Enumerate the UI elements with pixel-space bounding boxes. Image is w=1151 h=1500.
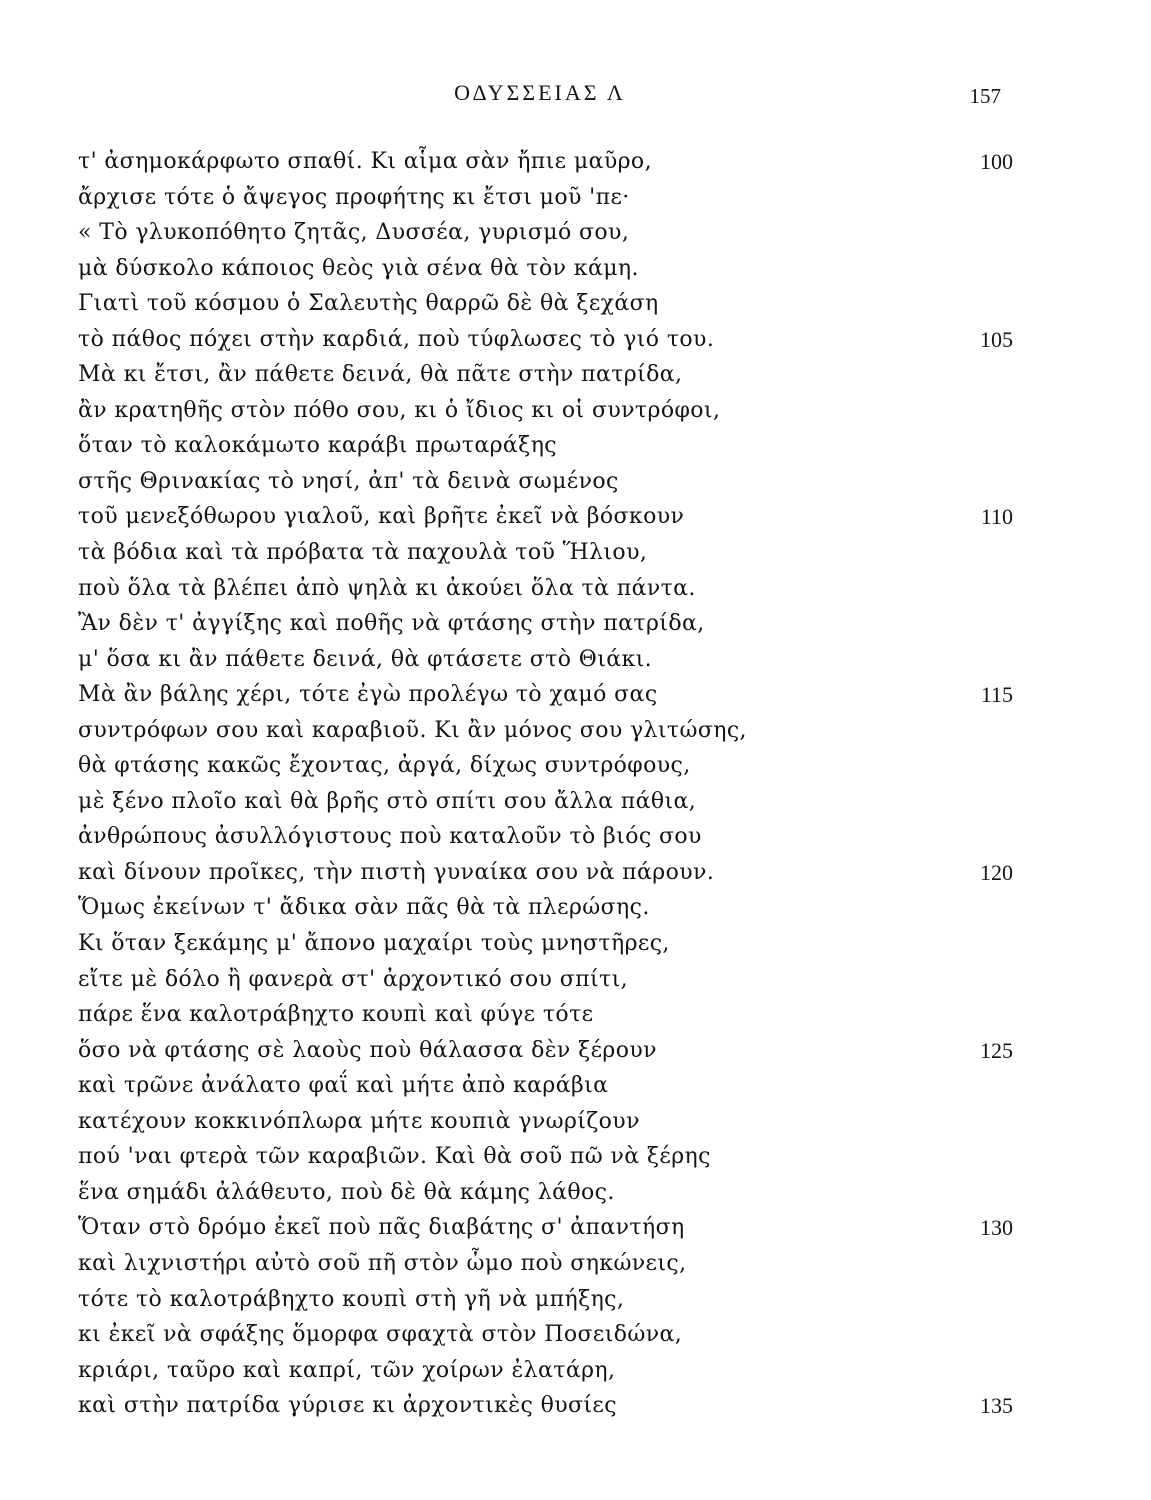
verse-text: ἄρχισε τότε ὁ ἄψεγος προφήτης κι ἔτσι μοῦ 'πε· — [78, 184, 630, 210]
running-title: ΟΔΥΣΣΕΙΑΣ Λ — [454, 80, 626, 105]
verse-line — [78, 1104, 1013, 1140]
verse-text: στῆς Θρινακίας τὸ νησί, ἀπ' τὰ δεινὰ σωμένος — [78, 468, 619, 494]
verse-text: καὶ λιχνιστήρι αὐτὸ σοῦ πῆ στὸν ὦμο ποὺ σηκώνεις, — [78, 1250, 687, 1276]
verse-text: τὰ βόδια καὶ τὰ πρόβατα τὰ παχουλὰ τοῦ Ἥλιου, — [78, 540, 648, 566]
verse-text: καὶ δίνουν προῖκες, τὴν πιστὴ γυναίκα σου νὰ πάρουν. — [78, 859, 715, 885]
verse-line — [78, 464, 1013, 500]
verse-text: κριάρι, ταῦρο καὶ καπρί, τῶν χοίρων ἐλατάρη, — [78, 1357, 616, 1383]
verse-line — [78, 144, 1013, 180]
verse-text: Γιατὶ τοῦ κόσμου ὁ Σαλευτὴς θαρρῶ δὲ θὰ ξεχάση — [78, 291, 659, 317]
verse-text: συντρόφων σου καὶ καραβιοῦ. Κι ἂν μόνος σου γλιτώσης, — [78, 717, 747, 743]
verse-list — [78, 144, 1013, 1424]
verse-line — [78, 357, 1013, 393]
verse-text: πού 'ναι φτερὰ τῶν καραβιῶν. Καὶ θὰ σοῦ πῶ νὰ ξέρης — [78, 1144, 711, 1170]
verse-line — [78, 713, 1013, 749]
verse-line — [78, 890, 1013, 926]
verse-text: ποὺ ὅλα τὰ βλέπει ἀπὸ ψηλὰ κι ἀκούει ὅλα τὰ πάντα. — [78, 575, 696, 601]
verse-line — [78, 499, 1013, 535]
verse-text: τὸ πάθος πόχει στὴν καρδιά, ποὺ τύφλωσες τὸ γιό του. — [78, 326, 715, 352]
verse-text: κατέχουν κοκκινόπλωρα μήτε κουπιὰ γνωρίζουν — [78, 1108, 640, 1134]
verse-line — [78, 748, 1013, 784]
verse-text: ἂν κρατηθῆς στὸν πόθο σου, κι ὁ ἴδιος κι οἱ συντρόφοι, — [78, 397, 721, 423]
verse-line — [78, 1282, 1013, 1318]
verse-line — [78, 180, 1013, 216]
verse-text: Κι ὅταν ξεκάμης μ' ἄπονο μαχαίρι τοὺς μνηστῆρες, — [78, 931, 670, 957]
verse-text: θὰ φτάσης κακῶς ἔχοντας, ἀργά, δίχως συντρόφους, — [78, 753, 691, 779]
verse-text: τ' ἀσημοκάρφωτο σπαθί. Κι αἷμα σὰν ἤπιε μαῦρο, — [78, 149, 652, 174]
verse-line — [78, 322, 1013, 358]
verse-line — [78, 1139, 1013, 1175]
verse-text: πάρε ἕνα καλοτράβηχτο κουπὶ καὶ φύγε τότε — [78, 1002, 594, 1028]
line-number: 135 — [980, 1393, 1013, 1419]
verse-text: Ὅμως ἐκείνων τ' ἄδικα σὰν πᾶς θὰ τὰ πλερώσης. — [78, 895, 650, 921]
verse-line — [78, 1246, 1013, 1282]
verse-text: ἀνθρώπους ἀσυλλόγιστους ποὺ καταλοῦν τὸ βιός σου — [78, 824, 702, 850]
line-number: 120 — [980, 859, 1013, 885]
line-number: 125 — [980, 1037, 1013, 1063]
verse-line — [78, 215, 1013, 251]
line-number: 130 — [980, 1215, 1013, 1241]
verse-text: μ' ὅσα κι ἂν πάθετε δεινά, θὰ φτάσετε στὸ Θιάκι. — [78, 646, 653, 672]
verse-text: ὅσο νὰ φτάσης σὲ λαοὺς ποὺ θάλασσα δὲν ξέρουν — [78, 1037, 657, 1063]
verse-line — [78, 1068, 1013, 1104]
verse-line — [78, 784, 1013, 820]
verse-text: καὶ στὴν πατρίδα γύρισε κι ἀρχοντικὲς θυσίες — [78, 1393, 617, 1419]
verse-line — [78, 677, 1013, 713]
line-number: 110 — [980, 504, 1013, 530]
line-number: 115 — [980, 682, 1013, 708]
verse-line — [78, 962, 1013, 998]
verse-text: μὰ δύσκολο κάποιος θεὸς γιὰ σένα θὰ τὸν κάμη. — [78, 255, 639, 281]
verse-line — [78, 1388, 1013, 1424]
verse-line — [78, 1353, 1013, 1389]
verse-line — [78, 926, 1013, 962]
verse-line — [78, 1317, 1013, 1353]
verse-text: Μὰ ἂν βάλης χέρι, τότε ἐγὼ προλέγω τὸ χαμό σας — [78, 682, 658, 708]
verse-text: τοῦ μενεξόθωρου γιαλοῦ, καὶ βρῆτε ἐκεῖ νὰ βόσκουν — [78, 504, 685, 530]
verse-text: εἴτε μὲ δόλο ἢ φανερὰ στ' ἀρχοντικό σου σπίτι, — [78, 966, 629, 992]
verse-line — [78, 286, 1013, 322]
verse-line — [78, 1033, 1013, 1069]
line-number: 100 — [980, 149, 1013, 174]
verse-text: ἕνα σημάδι ἀλάθευτο, ποὺ δὲ θὰ κάμης λάθος. — [78, 1179, 615, 1205]
verse-line — [78, 251, 1013, 287]
verse-text: κι ἐκεῖ νὰ σφάξης ὅμορφα σφαχτὰ στὸν Ποσειδώνα, — [78, 1322, 683, 1348]
verse-text: μὲ ξένο πλοῖο καὶ θὰ βρῆς στὸ σπίτι σου ἄλλα πάθια, — [78, 788, 697, 814]
verse-line — [78, 606, 1013, 642]
verse-line — [78, 819, 1013, 855]
verse-line — [78, 642, 1013, 678]
page-number: 157 — [969, 84, 1001, 108]
verse-line — [78, 1210, 1013, 1246]
verse-text: Ἂν δὲν τ' ἀγγίξης καὶ ποθῆς νὰ φτάσης στὴν πατρίδα, — [78, 611, 705, 637]
verse-text: ὅταν τὸ καλοκάμωτο καράβι πρωταράξης — [78, 433, 557, 459]
verse-line — [78, 393, 1013, 429]
verse-line — [78, 1175, 1013, 1211]
verse-line — [78, 997, 1013, 1033]
verse-line — [78, 428, 1013, 464]
verse-line — [78, 535, 1013, 571]
verse-line — [78, 855, 1013, 891]
verse-text: « Τὸ γλυκοπόθητο ζητᾶς, Δυσσέα, γυρισμό σου, — [78, 220, 630, 246]
line-number: 105 — [980, 326, 1013, 352]
verse-text: τότε τὸ καλοτράβηχτο κουπὶ στὴ γῆ νὰ μπήξης, — [78, 1286, 625, 1312]
verse-text: Μὰ κι ἔτσι, ἂν πάθετε δεινά, θὰ πᾶτε στὴν πατρίδα, — [78, 362, 683, 388]
verse-text: Ὅταν στὸ δρόμο ἐκεῖ ποὺ πᾶς διαβάτης σ' ἀπαντήση — [78, 1215, 685, 1241]
verse-text: καὶ τρῶνε ἀνάλατο φαΐ καὶ μήτε ἀπὸ καράβια — [78, 1073, 609, 1099]
verse-line — [78, 571, 1013, 607]
